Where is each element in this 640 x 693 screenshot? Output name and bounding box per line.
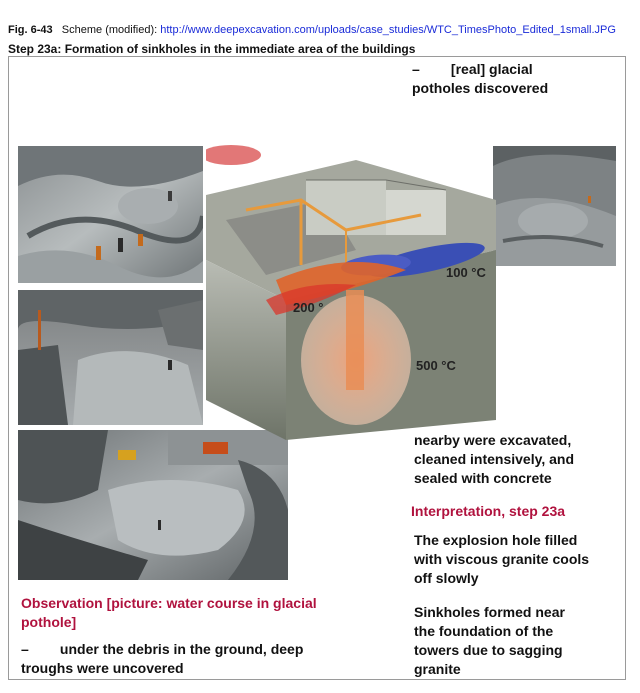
interp-line-1: The explosion hole filled [414, 532, 578, 548]
interp-line-7: granite [414, 661, 461, 677]
sinkhole-formation-diagram [206, 140, 496, 440]
bullet-dash: – [412, 61, 420, 77]
interp-line-6: towers due to sagging [414, 642, 563, 658]
excavated-line-1: nearby were excavated, [414, 432, 572, 448]
excavated-line-2: cleaned intensively, and [414, 451, 575, 467]
observation-heading-line-1: Observation [picture: water course in glacial [21, 595, 317, 611]
potholes-line-1: [real] glacial [450, 61, 533, 77]
figure-label: Fig. 6-43 [8, 24, 53, 36]
observation-text [21, 640, 391, 678]
figure-caption [8, 24, 616, 36]
scheme-label: Scheme (modified): [61, 24, 158, 36]
temp-label-200: 200 ° [293, 300, 324, 315]
potholes-line-2: potholes discovered [412, 80, 549, 96]
interp-line-2: with viscous granite cools [414, 551, 590, 567]
potholes-text [412, 60, 622, 98]
photo-excavation-pit [18, 290, 203, 425]
interpretation-paragraph-2 [414, 603, 629, 679]
observation-line-1: under the debris in the ground, deep [59, 641, 304, 657]
temp-label-100: 100 °C [446, 265, 486, 280]
observation-heading-line-2: pothole] [21, 614, 77, 630]
photo-glacial-pothole [18, 430, 288, 580]
photo-rock-closeup [493, 146, 616, 266]
scheme-link[interactable]: http://www.deepexcavation.com/uploads/case_studies/WTC_TimesPhoto_Edited_1small.JPG [160, 24, 616, 36]
interpretation-heading: Interpretation, step 23a [411, 503, 566, 519]
step-title: Step 23a: Formation of sinkholes in the immediate area of the buildings [8, 42, 416, 56]
photo-rock-excavation-workers [18, 146, 203, 283]
interp-line-5: the foundation of the [414, 623, 554, 639]
temp-label-500: 500 °C [416, 358, 456, 373]
observation-heading [21, 594, 391, 632]
interp-line-4: Sinkholes formed near [414, 604, 565, 620]
interp-line-3: off slowly [414, 570, 479, 586]
interpretation-paragraph-1 [414, 531, 629, 588]
observation-dash: – [21, 641, 29, 657]
observation-line-2: troughs were uncovered [21, 660, 184, 676]
excavated-line-3: sealed with concrete [414, 470, 552, 486]
excavated-text [414, 431, 624, 488]
